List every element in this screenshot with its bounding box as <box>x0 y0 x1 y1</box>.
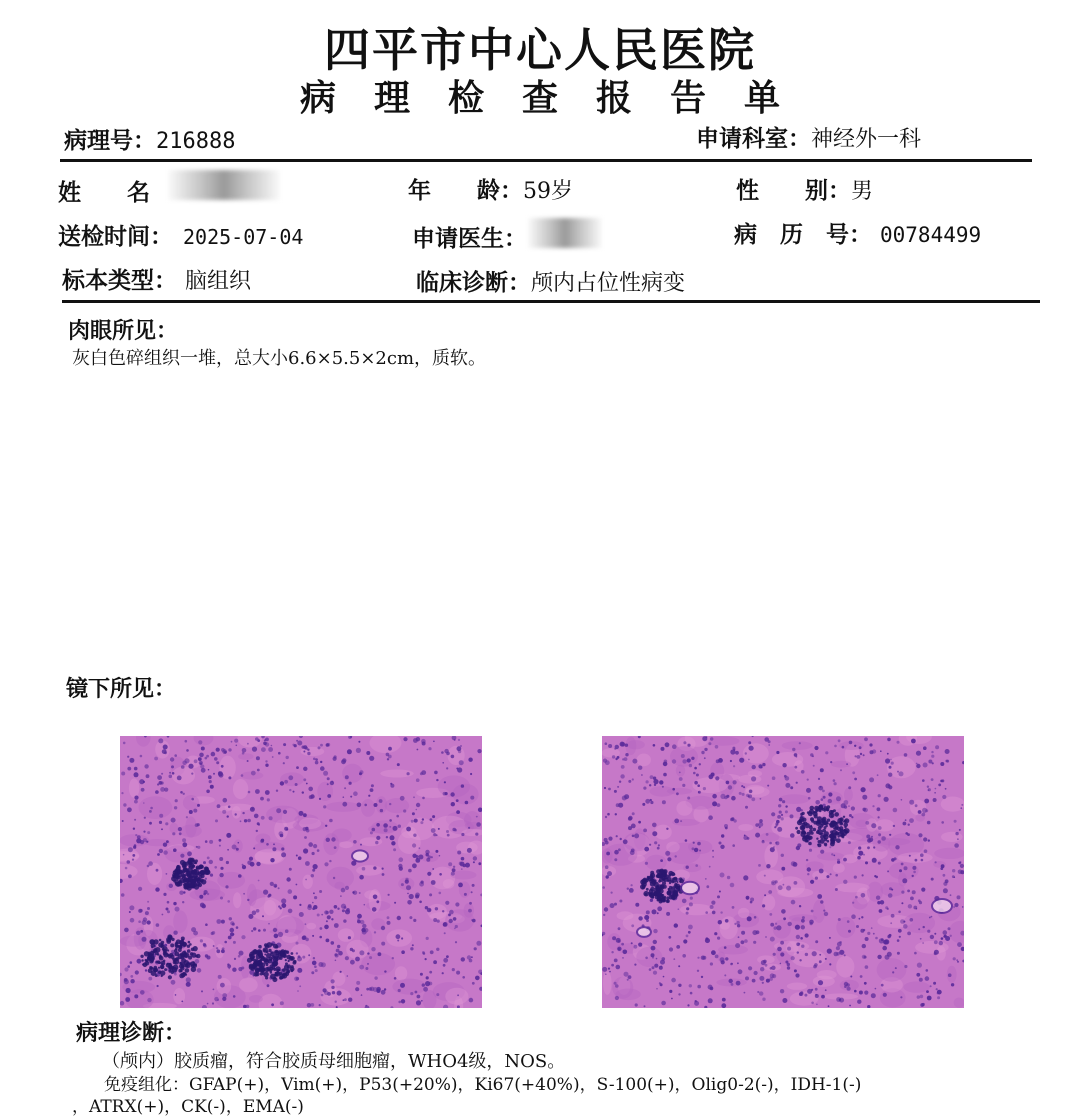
microscopy-heading: 镜下所见： <box>66 676 177 702</box>
department-label: 申请科室： <box>696 125 811 152</box>
micrograph-right <box>602 736 964 1008</box>
pathology-number <box>64 122 235 155</box>
record-number-value: 00784499 <box>880 223 982 247</box>
record-number-label: 病 历 号： <box>734 221 872 248</box>
specimen-field <box>62 262 251 295</box>
record-number-field <box>734 216 981 249</box>
patient-divider <box>62 300 1040 303</box>
pathology-number-value: 216888 <box>156 129 236 154</box>
report-title: 病理检查报告单 <box>299 77 818 119</box>
specimen-value: 脑组织 <box>185 269 252 294</box>
gross-text: 灰白色碎组织一堆，总大小6.6×5.5×2cm，质软。 <box>72 348 487 369</box>
age-value: 59岁 <box>523 179 573 204</box>
submit-date-label: 送检时间： <box>58 223 173 250</box>
submit-date-value: 2025-07-04 <box>183 225 304 249</box>
clinical-diagnosis-label: 临床诊断： <box>416 269 531 296</box>
pathology-heading: 病理诊断： <box>76 1020 187 1046</box>
pathology-line-2: 免疫组化：GFAP(+)，Vim(+)，P53(+20%)，Ki67(+40%)，S-100(+)，Olig0-2(-)，IDH-1(-) <box>104 1075 862 1095</box>
redacted-doctor <box>528 218 602 248</box>
age-label: 年 龄： <box>408 177 523 204</box>
clinical-diagnosis-value: 颅内占位性病变 <box>531 271 686 296</box>
department <box>696 120 921 153</box>
department-value: 神经外一科 <box>811 127 922 152</box>
name-label: 姓 名 <box>58 179 150 206</box>
micrograph-left <box>120 736 482 1008</box>
submit-date-field <box>58 218 303 251</box>
pathology-line-3: ，ATRX(+)，CK(-)，EMA(-) <box>72 1097 304 1117</box>
redacted-name <box>168 170 280 200</box>
sex-label: 性 别： <box>736 177 851 204</box>
pathology-line-1: （颅内）胶质瘤，符合胶质母细胞瘤，WHO4级，NOS。 <box>102 1051 566 1072</box>
header-divider <box>60 159 1032 162</box>
age-field <box>408 172 573 205</box>
micrograph-left-image <box>120 736 482 1008</box>
clinical-diagnosis-field <box>416 264 685 297</box>
micrograph-right-image <box>602 736 964 1008</box>
doctor-label: 申请医生： <box>412 225 527 252</box>
gross-heading: 肉眼所见： <box>68 318 179 344</box>
pathology-number-label: 病理号： <box>64 127 156 154</box>
hospital-name: 四平市中心人民医院 <box>324 23 756 77</box>
sex-field <box>736 172 873 205</box>
sex-value: 男 <box>851 179 874 204</box>
specimen-label: 标本类型： <box>62 267 177 294</box>
